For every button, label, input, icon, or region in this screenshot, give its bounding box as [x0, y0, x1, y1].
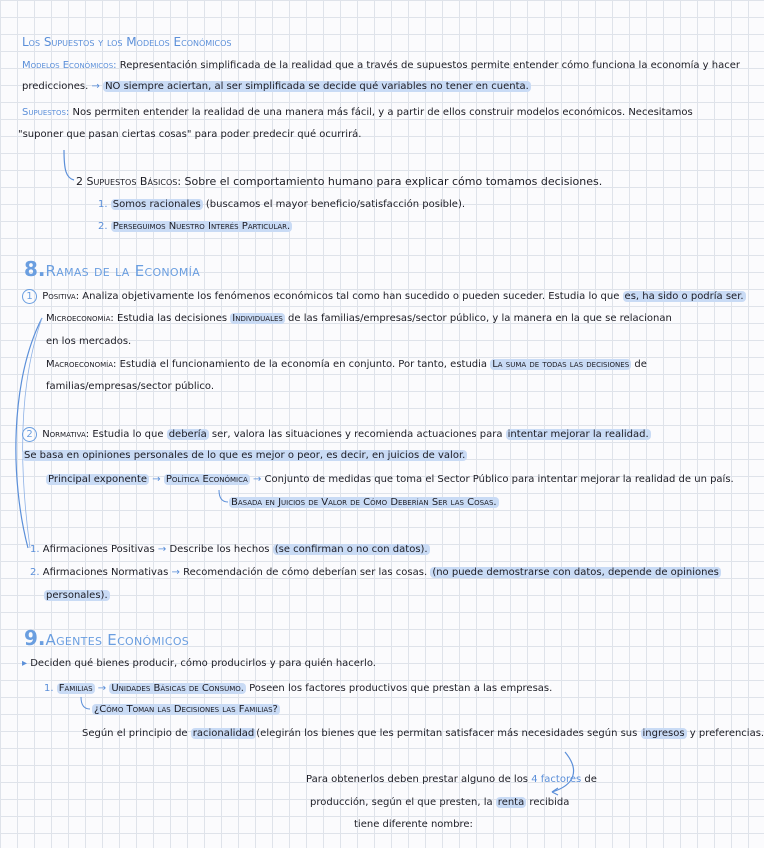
segun-highlight1: racionalidad — [192, 728, 255, 739]
circle-number-icon: 2 — [22, 427, 37, 442]
afirm1-highlight: (se confirman o no con datos). — [274, 544, 428, 555]
macro-text1: Estudia el funcionamiento de la economía en conjunto. Por tanto, estudia — [119, 359, 488, 370]
normativa-line2-highlight: Se basa en opiniones personales de lo que es mejor o peor, es decir, en juicios de valor. — [24, 450, 466, 461]
basicos-item2-highlight: Perseguimos Nuestro Interés Particular. — [112, 221, 291, 232]
supuestos-text1: Nos permiten entender la realidad de una manera más fácil, y a partir de ellos construir modelos económicos. Necesitamos — [72, 107, 693, 118]
arrow-right-icon: → — [97, 683, 107, 694]
micro-line1 — [46, 312, 672, 325]
circle-number-icon: 1 — [22, 289, 37, 304]
curved-arrow-icon — [552, 752, 574, 792]
basicos-item1-rest: (buscamos el mayor beneficio/satisfacción posible). — [205, 199, 466, 210]
para-factores: 4 factores — [531, 774, 582, 785]
triangle-bullet-icon: ▸ — [22, 658, 28, 669]
positiva-highlight: es, ha sido o podría ser. — [624, 291, 744, 302]
normativa-line — [22, 427, 651, 442]
curved-arrow-icon — [81, 697, 90, 709]
familias-line — [44, 682, 552, 695]
item-number: 1. — [98, 199, 108, 210]
afirm2-text: Recomendación de cómo deberían ser las cosas. — [183, 567, 428, 578]
macro-text2: de — [634, 359, 647, 370]
basicos-text: Sobre el comportamiento humano para explicar cómo tomamos decisiones. — [184, 175, 603, 188]
macro-text3: familias/empresas/sector público. — [46, 381, 215, 392]
segun-text2: (elegirán los bienes que les permitan satisfacer más necesidades según sus — [256, 728, 638, 739]
exponente-text: Conjunto de medidas que toma el Sector Público para intentar mejorar la realidad de un país. — [264, 474, 734, 485]
macro-label: Macroeconomía: — [46, 359, 117, 370]
agentes-heading — [24, 628, 189, 649]
basicos-label: 2 Supuestos Básicos: — [76, 175, 182, 188]
exponente-line — [46, 473, 734, 486]
micro-label: Microeconomía: — [46, 313, 114, 324]
normativa-highlight1: debería — [168, 429, 207, 440]
familias-highlight: Unidades Básicas de Consumo. — [111, 683, 244, 694]
modelos-highlight: NO siempre aciertan, al ser simplificada se decide qué variables no tener en cuenta. — [105, 81, 529, 92]
agentes-intro-line — [22, 657, 376, 670]
afirm1-text: Describe los hechos — [169, 544, 270, 555]
agentes-number: 9. — [24, 626, 46, 650]
micro-text3: en los mercados. — [46, 336, 132, 347]
para-text1-end: de — [584, 774, 597, 785]
normativa-line2 — [22, 449, 467, 462]
para-text3: tiene diferente nombre: — [354, 819, 473, 830]
positiva-line — [22, 289, 746, 304]
modelos-label: Modelos Económicos: — [22, 60, 117, 71]
arrow-right-icon: → — [252, 474, 262, 485]
macro-line1 — [46, 358, 647, 371]
para-text1: Para obtenerlos deben prestar alguno de los — [306, 774, 529, 785]
micro-text1: Estudia las decisiones — [116, 313, 228, 324]
micro-highlight: Individuales — [232, 313, 283, 324]
supuestos-label: Supuestos: — [22, 107, 70, 118]
arrow-right-icon: → — [91, 81, 100, 92]
normativa-label: Normativa: — [42, 429, 90, 440]
item-number: 1. — [30, 544, 40, 555]
basada-highlight: Basada en Juicios de Valor de Cómo Deberían Ser las Cosas. — [231, 497, 497, 508]
modelos-text2: predicciones. — [22, 81, 89, 92]
basicos-item2 — [98, 220, 292, 233]
segun-line — [82, 727, 764, 740]
modelos-text1: Representación simplificada de la realidad que a través de supuestos permite entender cómo funciona la economía y hacer — [119, 60, 741, 71]
ramas-number: 8. — [24, 257, 46, 281]
exponente-highlight: Política Económica — [165, 474, 248, 485]
item-number: 2. — [30, 567, 40, 578]
arrow-right-icon: → — [157, 544, 167, 555]
segun-highlight2: ingresos — [642, 728, 685, 739]
section-title: Los Supuestos y los Modelos Económicos — [22, 35, 232, 49]
segun-text3: y preferencias. — [689, 728, 764, 739]
item-number: 2. — [98, 221, 108, 232]
curved-arrow-icon — [219, 490, 228, 502]
para-line1 — [306, 773, 597, 786]
micro-text2: de las familias/empresas/sector público, y la manera en la que se relacionan — [288, 313, 672, 324]
afirm1-line — [30, 543, 430, 556]
afirm2-line — [30, 566, 721, 579]
normativa-text1: Estudia lo que — [92, 429, 164, 440]
exponente-label: Principal exponente — [48, 474, 148, 485]
supuestos-text2: "suponer que pasan ciertas cosas" para poder predecir qué ocurrirá. — [18, 129, 362, 140]
afirm2-highlight2: personales). — [46, 590, 108, 601]
normativa-text2: ser, valora las situaciones y recomienda actuaciones para — [211, 429, 503, 440]
basada-line — [229, 496, 499, 509]
familias-text: Poseen los factores productivos que prestan a las empresas. — [249, 683, 553, 694]
familias-label: Familias — [58, 683, 93, 694]
positiva-label: Positiva: — [42, 291, 80, 302]
item-number: 1. — [44, 683, 54, 694]
ramas-title: Ramas de la Economía — [45, 262, 201, 280]
afirm2-line2 — [44, 589, 110, 602]
para-renta: renta — [497, 797, 525, 808]
basicos-item1-highlight: Somos racionales — [112, 199, 201, 210]
para-text2-end: recibida — [529, 797, 570, 808]
segun-text1: Según el principio de — [82, 728, 188, 739]
afirm2-highlight1: (no puede demostrarse con datos, depende de opiniones — [432, 567, 719, 578]
afirm2-label: Afirmaciones Normativas — [42, 567, 169, 578]
macro-highlight: La suma de todas las decisiones — [492, 359, 630, 370]
agentes-title: Agentes Económicos — [45, 631, 190, 649]
positiva-text: Analiza objetivamente los fenómenos económicos tal como han sucedido o pueden suceder. Estudia lo que — [82, 291, 620, 302]
modelos-line1 — [22, 59, 740, 72]
modelos-line2 — [22, 80, 531, 93]
question-highlight: ¿Cómo Toman las Decisiones las Familias? — [94, 704, 278, 715]
agentes-intro: Deciden qué bienes producir, cómo producirlos y para quién hacerlo. — [30, 658, 376, 669]
arrow-right-icon: → — [152, 474, 161, 485]
basicos-line — [76, 175, 602, 188]
question-line — [92, 703, 280, 716]
para-line2 — [310, 796, 569, 809]
afirm1-label: Afirmaciones Positivas — [42, 544, 155, 555]
ramas-heading — [24, 259, 200, 280]
para-text2: producción, según el que presten, la — [310, 797, 493, 808]
curved-arrow-icon — [64, 150, 74, 180]
supuestos-line1 — [22, 106, 693, 119]
basicos-item1 — [98, 198, 465, 211]
normativa-highlight2: intentar mejorar la realidad. — [507, 429, 649, 440]
arrow-right-icon: → — [171, 567, 180, 578]
